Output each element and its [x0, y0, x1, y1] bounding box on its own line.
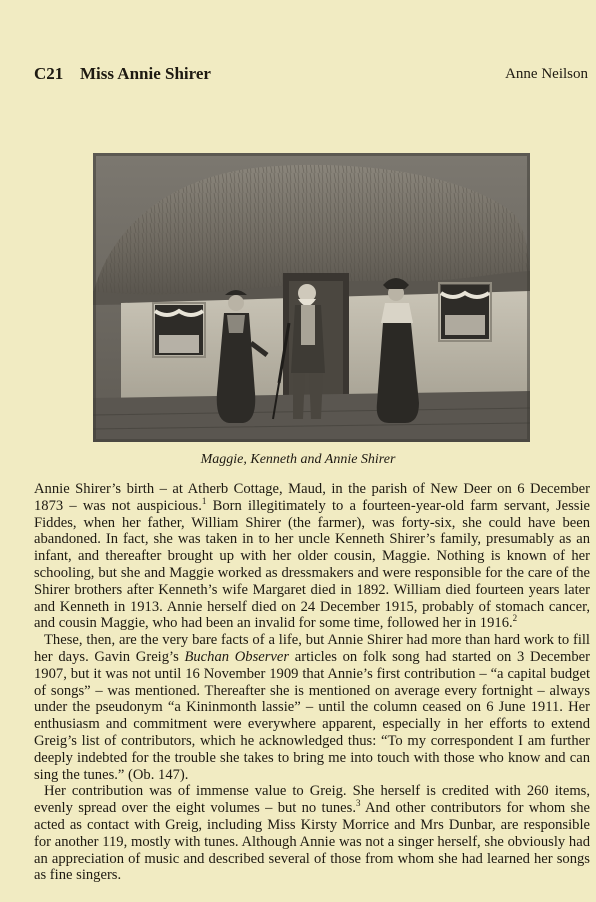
paragraph-3: Her contribution was of immense value to Greig. She herself is credited with 260 items, evenly spread over the eight volumes – but no tunes.$^3$ And other contributors for whom she acted as contact with Greig, including Miss Kirsty Morrice and Mrs Dunbar, are responsible for another 119, mostly with tunes. Although Annie was not a singer herself, she obviously had an appreciation of music and described several of those from whom she had learned her songs as fine singers. — [34, 783, 590, 884]
chapter-title: Miss Annie Shirer — [80, 64, 211, 83]
page-header — [34, 64, 590, 88]
historic-photograph — [93, 153, 530, 442]
right-window — [439, 283, 491, 341]
footnote-ref-2: 2 — [512, 613, 518, 624]
footnote-ref-1: 1 — [201, 495, 207, 506]
photo-caption: Maggie, Kenneth and Annie Shirer — [200, 452, 396, 467]
paragraph-1: Annie Shirer’s birth – at Atherb Cottage, Maud, in the parish of New Deer on 6 December 1873 – was not auspicious.$^1$ Born illegitimately to a fourteen-year-old farm servant, Jessie Fiddes, when her father, William Shirer (the farmer), was forty-six, she could have been abandoned. In fact, she was taken in to her uncle Kenneth Shirer’s family, presumably as an infant, and thereafter brought up with her older cousin, Maggie. Nothing is known of her schooling, but she and Maggie worked as dressmakers and were responsible for the care of the Shirer brothers after Kenneth’s wife Margaret died in 1892. William died fourteen years later and Kenneth in 1913. Annie herself died on 24 December 1915, probably of stomach cancer, and cousin Maggie, who had been an invalid for some time, followed her in 1916.$^2$ — [34, 481, 590, 632]
publication-title: Buchan Observer — [184, 648, 290, 665]
chapter-author: Anne Neilson — [505, 66, 588, 82]
footnote-ref-3: 3 — [355, 798, 361, 809]
left-window — [153, 303, 205, 357]
paragraph-2: These, then, are the very bare facts of a life, but Annie Shirer had more than hard work to fill her days. Gavin Greig’s Buchan Observer articles on folk song had started on 3 December 1907, but it was not until 16 November 1909 that Annie’s first contribution – “a capital budget of songs” – was mentioned. Thereafter she is mentioned on average every fortnight – always under the pseudonym “a Kininmonth lassie” – until the column ceased on 6 June 1911. Her enthusiasm and commitment were everywhere apparent, especially in her efforts to extend Greig’s list of contributors, which he acknowledged thus: “To my correspondent I am further deeply indebted for the trouble she takes to bring me into touch with those who know and can sing the tunes.” (Ob. 147). — [34, 632, 590, 783]
chapter-code: C21 — [34, 64, 64, 83]
article-body — [34, 481, 590, 884]
